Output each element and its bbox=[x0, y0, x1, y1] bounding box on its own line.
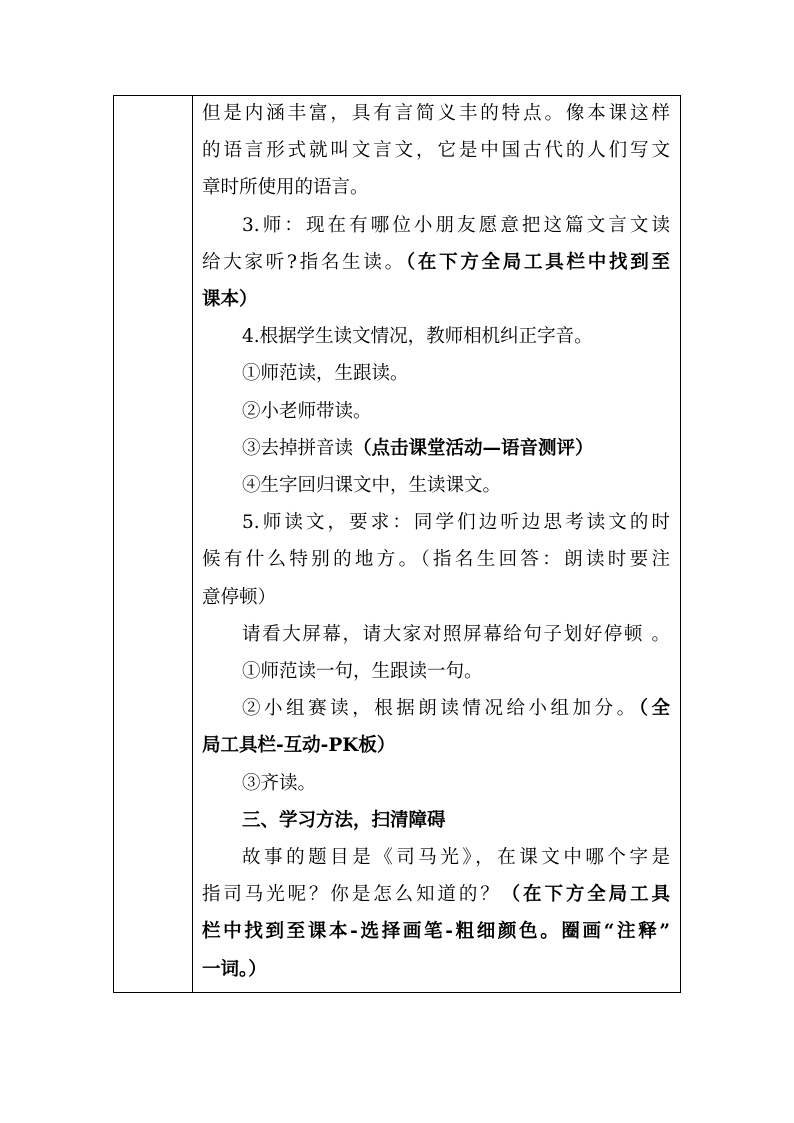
text-segment: 5.师读文，要求：同学们边听边思考读文的时 bbox=[242, 512, 670, 534]
instruction-note: 局工具栏-互动-PK板） bbox=[202, 735, 396, 757]
instruction-note: 课本） bbox=[202, 289, 258, 310]
text-segment: 请看大屏幕，请大家对照屏幕给句子划好停顿 。 bbox=[242, 623, 670, 645]
text-segment: 意停顿） bbox=[202, 586, 277, 608]
text-segment: 章时所使用的语言。 bbox=[202, 177, 369, 199]
text-line bbox=[202, 139, 670, 163]
text-line bbox=[242, 362, 670, 386]
instruction-note: 栏中找到至课本-选择画笔-粗细颜色。圈画“注释” bbox=[202, 921, 670, 943]
text-segment: ②小组赛读，根据朗读情况给小组加分。 bbox=[242, 698, 639, 720]
text-segment: 给大家听?指名生读。 bbox=[202, 251, 406, 273]
text-segment: 指司马光呢？你是怎么知道的？ bbox=[202, 884, 502, 906]
instruction-note: （点击课堂活动—语音测评） bbox=[353, 437, 594, 459]
text-segment: ③去掉拼音读 bbox=[242, 437, 354, 459]
text-line bbox=[242, 400, 670, 424]
text-line bbox=[242, 325, 670, 349]
text-line bbox=[242, 437, 670, 461]
instruction-note: （在下方全局工具 bbox=[501, 884, 670, 906]
text-segment: ④生字回归课文中，生读课文。 bbox=[242, 475, 502, 496]
text-line bbox=[242, 697, 670, 721]
text-line bbox=[202, 102, 670, 126]
instruction-note: 一词。） bbox=[202, 958, 267, 980]
text-line bbox=[202, 883, 670, 907]
text-segment: ②小老师带读。 bbox=[242, 400, 372, 422]
table-content-cell bbox=[193, 96, 680, 992]
text-line bbox=[202, 734, 670, 758]
text-line bbox=[202, 548, 670, 572]
text-line bbox=[242, 511, 670, 535]
text-line bbox=[242, 623, 670, 647]
text-line bbox=[202, 586, 670, 610]
instruction-note: （在下方全局工具栏中找到至 bbox=[405, 251, 670, 273]
text-line bbox=[242, 846, 670, 870]
text-line bbox=[202, 176, 670, 200]
text-segment: 的语言形式就叫文言文，它是中国古代的人们写文 bbox=[202, 140, 670, 162]
section-heading: 三、学习方法，扫清障碍 bbox=[242, 809, 446, 831]
text-segment: ①师范读一句，生跟读一句。 bbox=[242, 661, 483, 682]
text-line bbox=[202, 288, 670, 312]
text-segment: ①师范读，生跟读。 bbox=[242, 363, 409, 385]
table-left-cell bbox=[114, 96, 193, 992]
text-line bbox=[202, 251, 670, 275]
text-line bbox=[242, 660, 670, 684]
text-line bbox=[242, 474, 670, 498]
text-line bbox=[202, 958, 670, 982]
text-line bbox=[242, 772, 670, 796]
text-segment: 4.根据学生读文情况，教师相机纠正字音。 bbox=[242, 326, 593, 348]
text-line bbox=[242, 809, 670, 833]
text-segment: 候有什么特别的地方。（指名生回答：朗读时要注 bbox=[202, 549, 670, 571]
text-segment: ③齐读。 bbox=[242, 772, 317, 794]
text-segment: 但是内涵丰富，具有言简义丰的特点。像本课这样 bbox=[202, 103, 670, 124]
text-segment: 故事的题目是《司马光》，在课文中哪个字是 bbox=[242, 847, 670, 868]
text-line bbox=[242, 214, 670, 238]
instruction-note: （全 bbox=[638, 698, 670, 720]
text-segment: 3.师：现在有哪位小朋友愿意把这篇文言文读 bbox=[242, 214, 670, 236]
text-line bbox=[202, 920, 670, 944]
lesson-table bbox=[113, 95, 681, 993]
